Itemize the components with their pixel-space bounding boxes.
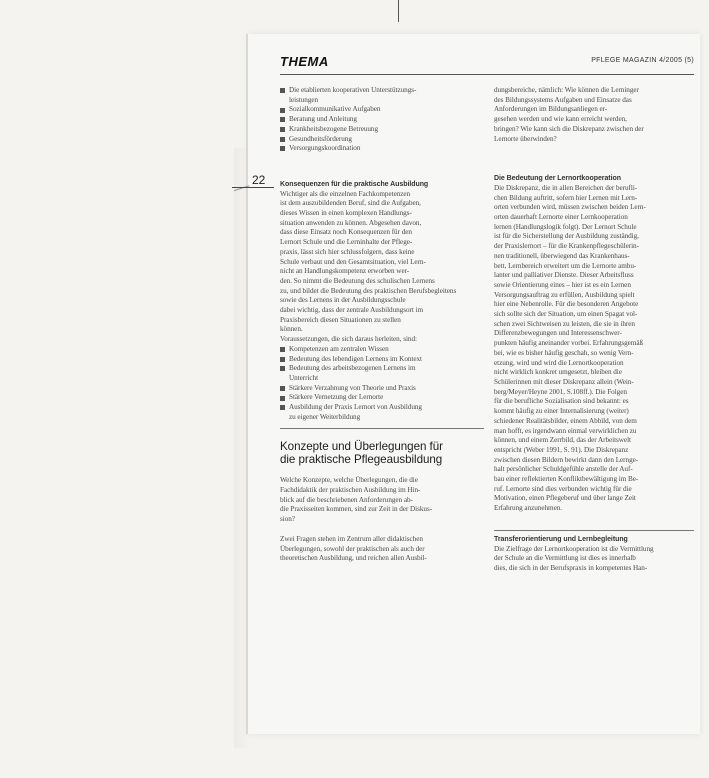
- text-line: sowie Orientierung eines – hier ist es ein Lernen: [494, 280, 631, 289]
- list-item: Kompetenzen am zentralen Wissen: [280, 345, 484, 355]
- text-line: des Bildungssystems Aufgaben und Einsatze das: [494, 95, 632, 104]
- list-item: Bedeutung des lebendigen Lernens im Kontext: [280, 355, 484, 365]
- list-item-continuation: Unterricht: [289, 373, 319, 382]
- text-line: berg/Meyer/Heyne 2001, S.108ff.). Die Folgen: [494, 387, 627, 396]
- text-line: sowie des Lernens in der Ausbildungsschule: [280, 296, 406, 305]
- section-divider: [494, 530, 694, 531]
- text-line: Zwei Fragen stehen im Zentrum aller didaktischen: [280, 534, 423, 543]
- list-item: Stärkere Vernetzung der Lernorte: [280, 393, 484, 403]
- text-line: schiedener Realitätsbilder, einem Abbild, von dem: [494, 416, 637, 425]
- right-column: [494, 86, 694, 574]
- page-number-rule: [232, 187, 274, 188]
- journal-header: PFLEGE MAGAZIN 4/2005 (5): [591, 57, 694, 64]
- text-line: dungsbereiche, nämlich: Wie können die Lerninger: [494, 86, 639, 94]
- text-line: schen zwei Sichtweisen zu leisten, die sie in ihren: [494, 319, 635, 328]
- text-line: theoretischen Ausbildung, und reichen allen Ausbil-: [280, 554, 427, 563]
- text-line: gesehen werden und wie kann erreicht werden,: [494, 115, 627, 124]
- text-line: bau einer reflektierten Konfliktbewältigung im Be-: [494, 475, 639, 484]
- text-line: Erfahrung anzunehmen.: [494, 504, 563, 513]
- text-line: Lernorte überwinden?: [494, 134, 557, 143]
- text-line: punkten häufig aneinander vorbei. Erfahrungsgemäß: [494, 339, 644, 348]
- text-line: zu, und bildet die Bedeutung des praktischen Berufsbegleitens: [280, 286, 457, 295]
- text-line: entspricht (Weber 1991, S. 91). Die Diskrepanz: [494, 445, 629, 454]
- text-line: Versorgungsauftrag zu erfüllen, Ausbildung spielt: [494, 290, 635, 299]
- text-line: Überlegungen, sowohl der praktischen als auch der: [280, 544, 425, 553]
- list-item: Bedeutung des arbeitsbezogenen Lernens im: [280, 364, 484, 374]
- text-line: bett, Lernbereich erweitert um die Lernorte ambu-: [494, 261, 637, 270]
- text-line: Anforderungen im Bildungsanliegen er-: [494, 105, 608, 114]
- text-line: lernen (Handlungslogik folgt). Der Lernort Schule: [494, 222, 637, 231]
- left-column: [280, 86, 484, 564]
- section-heading: Konsequenzen für die praktische Ausbildung: [280, 180, 429, 188]
- document-page: [248, 34, 700, 734]
- text-line: chen Bildung auftritt, sofern hier Lernen mit Lern-: [494, 193, 638, 202]
- body-paragraph: [280, 190, 484, 345]
- text-line: dass diese Einsatz noch Konsequenzen für den: [280, 228, 412, 237]
- text-line: bei, wie es bisher häufig geschah, so wenig Vern-: [494, 348, 634, 357]
- header-rule: [280, 74, 694, 75]
- text-line: etzung, wird und wird die Lernortkooperation: [494, 358, 624, 367]
- text-line: Welche Konzepte, welche Überlegungen, die die: [280, 476, 418, 485]
- list-item: Stärkere Verzahnung von Theorie und Praxis: [280, 384, 484, 394]
- text-line: Wichtiger als die einzelnen Fachkompetenzen: [280, 189, 411, 198]
- text-line: Die Diskrepanz, die in allen Bereichen der berufli-: [494, 183, 638, 192]
- section-heading-large: die praktische Pflegeausbildung: [280, 452, 443, 466]
- list-item: Gesundheitsförderung: [280, 135, 484, 145]
- text-line: Lernort Schule und die Lerninhalte der Pflege-: [280, 238, 413, 247]
- body-paragraph: [494, 545, 694, 574]
- text-line: nicht wirklich konkret umgesetzt, bleiben die: [494, 368, 622, 377]
- body-paragraph: [494, 184, 694, 514]
- text-line: der Praxislernort – für die Krankenpflegeschülerin-: [494, 242, 639, 251]
- text-line: bringen? Wie kann sich die Diskrepanz zwischen der: [494, 124, 644, 133]
- text-line: halt persönlicher Schuldgefühle anstelle der Auf-: [494, 465, 633, 474]
- text-line: sion?: [280, 515, 295, 524]
- list-item: Sozialkommunikative Aufgaben: [280, 105, 484, 115]
- text-line: Die Zielfrage der Lernortkooperation ist die Vermittlung: [494, 544, 654, 553]
- text-line: sich sollte sich der Situation, um einen Spagat vol-: [494, 310, 638, 319]
- text-line: blick auf die beschriebenen Anforderungen ab-: [280, 495, 413, 504]
- text-line: kommt häufig zu einer Internalisierung (weiter): [494, 407, 629, 416]
- text-line: ruf. Lernorte sind dies verbunden wichtig für die: [494, 484, 632, 493]
- text-line: hier eine Nebenrolle. Für die besonderen Angebote: [494, 300, 639, 309]
- section-title: THEMA: [280, 54, 329, 69]
- text-line: zwischen diesen Bildern bewirkt dann den Lernge-: [494, 455, 639, 464]
- text-line: dies, die sich in der Berufspraxis in kompetentes Han-: [494, 563, 648, 572]
- text-line: dieses Wissen in einen komplexen Handlungs-: [280, 209, 412, 218]
- list-item: Versorgungskoordination: [280, 144, 484, 154]
- text-line: den. So nimmt die Bedeutung des schulischen Lernens: [280, 276, 435, 285]
- list-item: Beratung und Anleitung: [280, 115, 484, 125]
- list-item: Krankheitsbezogene Betreuung: [280, 125, 484, 135]
- text-line: Motivation, einen Pflegeberuf und über lange Zeit: [494, 494, 636, 503]
- text-line: dabei wichtig, dass der zentrale Ausbildungsort im: [280, 306, 424, 315]
- text-line: können, und einem Zerrbild, das der Arbeitswelt: [494, 436, 631, 445]
- page-number: 22: [252, 173, 266, 187]
- text-line: nicht an Handlungskompetenz erworben wer-: [280, 267, 410, 276]
- text-line: Voraussetzungen, die sich daraus herleiten, sind:: [280, 335, 417, 344]
- text-line: Schule verbaut und den Gesamtsituation, viel Lern-: [280, 257, 426, 266]
- text-line: für die berufliche Sozialisation sind bekannt: es: [494, 397, 629, 406]
- list-item: Ausbildung der Praxis Lernort von Ausbildung: [280, 403, 484, 413]
- section-heading: Transferorientierung und Lernbegleitung: [494, 535, 628, 543]
- text-line: Fachdidaktik der praktischen Ausbildung im Hin-: [280, 486, 421, 495]
- text-line: ist für die Sicherstellung der Ausbildung zuständig,: [494, 232, 639, 241]
- text-line: man hofft, es irgendwann einmal verwirklichen zu: [494, 426, 637, 435]
- text-line: die Praxisseiten kommen, sind zur Zeit in der Diskus-: [280, 505, 433, 514]
- list-item-continuation: zu eigener Weiterbildung: [289, 412, 361, 421]
- text-line: situation anwenden zu können. Abgesehen davon,: [280, 218, 422, 227]
- text-line: können.: [280, 325, 303, 334]
- intro-bullet: [280, 86, 484, 105]
- intro-line: leistungen: [289, 95, 319, 104]
- text-line: nen traditionell, überwiegend das Krankenhaus-: [494, 251, 630, 260]
- body-paragraph: [280, 535, 484, 564]
- text-line: Schülerinnen mit dieser Diskrepanz allein (Wein-: [494, 377, 634, 386]
- text-line: orten dauerhaft Lernorte einer Lernkooperation: [494, 213, 628, 222]
- body-paragraph: [494, 86, 694, 144]
- text-line: Praxisbereich diesen Situationen zu stellen: [280, 315, 401, 324]
- text-line: orten verbunden wird, müssen zwischen beiden Lern-: [494, 203, 646, 212]
- section-divider: [280, 428, 484, 429]
- text-line: praxis, lässt sich hier schlussfolgern, dass keine: [280, 247, 415, 256]
- text-line: der Schule an die Vermittlung ist dies es innerhalb: [494, 554, 636, 563]
- section-heading: Die Bedeutung der Lernortkooperation: [494, 175, 621, 183]
- intro-line: Die etablierten kooperativen Unterstützungs-: [280, 86, 484, 96]
- section-heading-large: Konzepte und Überlegungen für: [280, 439, 443, 453]
- scan-mark: [398, 0, 399, 22]
- text-line: ist dem auszubildenden Beruf, sind die Aufgaben,: [280, 199, 421, 208]
- text-line: lanter und palliativer Dienste. Dieser Arbeitsfluss: [494, 271, 634, 280]
- text-line: Differenzbewegungen und Interessenschwer-: [494, 329, 622, 338]
- body-paragraph: [280, 476, 484, 525]
